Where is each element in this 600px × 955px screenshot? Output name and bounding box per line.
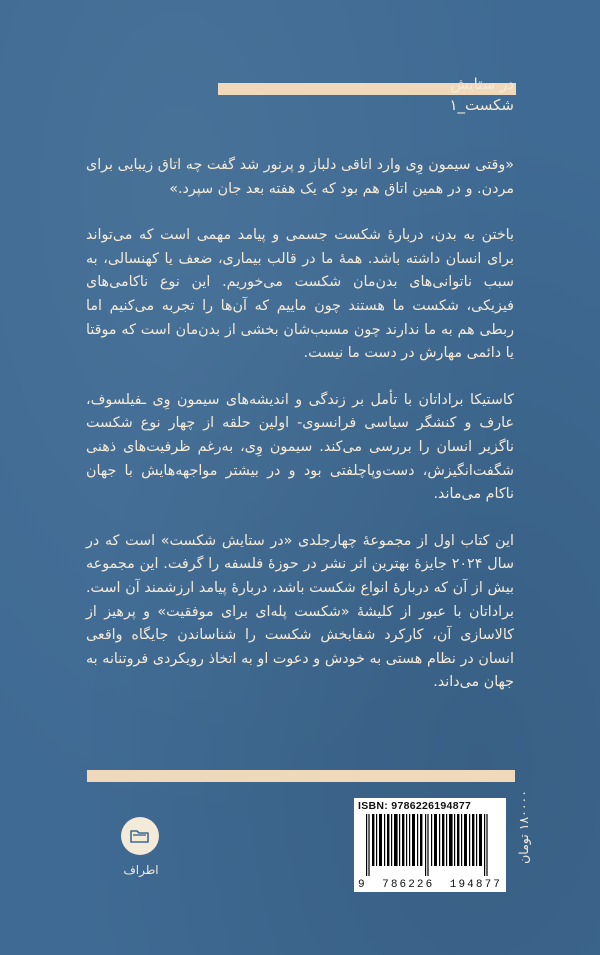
blurb-paragraph-quote: «وقتی سیمون وِی وارد اتاقی دلباز و پرنور شد گفت چه اتاق زیبایی برای مردن. و در همین اتاق هم بود که یک هفته بعد جان سپرد.» [86, 157, 514, 197]
folder-chat-icon [121, 817, 159, 855]
isbn-text: ISBN: 9786226194877 [358, 800, 472, 812]
blurb-text [86, 154, 514, 695]
barcode-digit-group: 9 [358, 879, 367, 891]
blurb-paragraph-3: کاستیکا براداتان با تأمل بر زندگی و اندیشه‌های سیمون وِی ـفیلسوف، عارف و کنشگر سیاسی فرانسوی- اولین حلقه از چهار نوع شکست ناگزیر انسان را بررسی می‌کند. سیمون وِی، به‌رغم ظرفیت‌های ذهنی شگفت‌انگیزش، دست‌وپاچلفتی بود و در بیشتر مواجهه‌هایش با جهان ناکام می‌ماند. [86, 391, 514, 503]
blurb-paragraph-4: این کتاب اول از مجموعهٔ چهارجلدی «در ستایش شکست» است که در سال ۲۰۲۴ جایزهٔ بهترین اثر نشر در حوزهٔ فلسفه را گرفت. این مجموعه بیش از آن که دربارهٔ انواع شکست باشد، دربارهٔ پیامد ارزشمند آن است. براداتان با عبور از کلیشهٔ «شکست پله‌ای برای موفقیت» و پرهیز از کالاسازی آن، کارکرد شفابخش شکست را شناساندن جایگاه واقعی انسان در نظام هستی به خودش و دعوت او به اتخاذ رویکردی فروتنانه به جهان می‌داند. [86, 532, 514, 691]
price-text: ۱۸۰۰۰۰ تومان [516, 790, 531, 864]
barcode-image [358, 814, 502, 876]
barcode-digits [358, 879, 502, 891]
series-title-line1: در ستایش [450, 75, 514, 93]
series-title-line2: شکست_۱ [449, 96, 514, 114]
blurb-paragraph-2: باختن به بدن، دربارهٔ شکست جسمی و پیامد مهمی است که می‌تواند برای انسان داشته باشد. همهٔ ما در قالب بیماری، ضعف یا کهنسالی، به سبب ناتوانی‌های بدن‌مان شکست می‌خوریم. این نوع ناکامی‌های فیزیکی، شکست ما هستند چون ماییم که آن‌ها را تجربه می‌کنیم اما ربطی هم به ما ندارند چون مسبب‌شان بخشی از بدن‌مان است که موقتا یا دائمی مهارش در دست ما نیست. [86, 227, 514, 362]
barcode-digit-group: 194877 [449, 879, 502, 891]
publisher-name: اطراف [123, 863, 159, 877]
isbn-barcode-label [354, 798, 506, 892]
barcode-digit-group: 786226 [382, 879, 435, 891]
publisher-logo-block [121, 817, 161, 877]
bottom-decorative-stripe [87, 770, 515, 782]
series-title [449, 74, 514, 116]
